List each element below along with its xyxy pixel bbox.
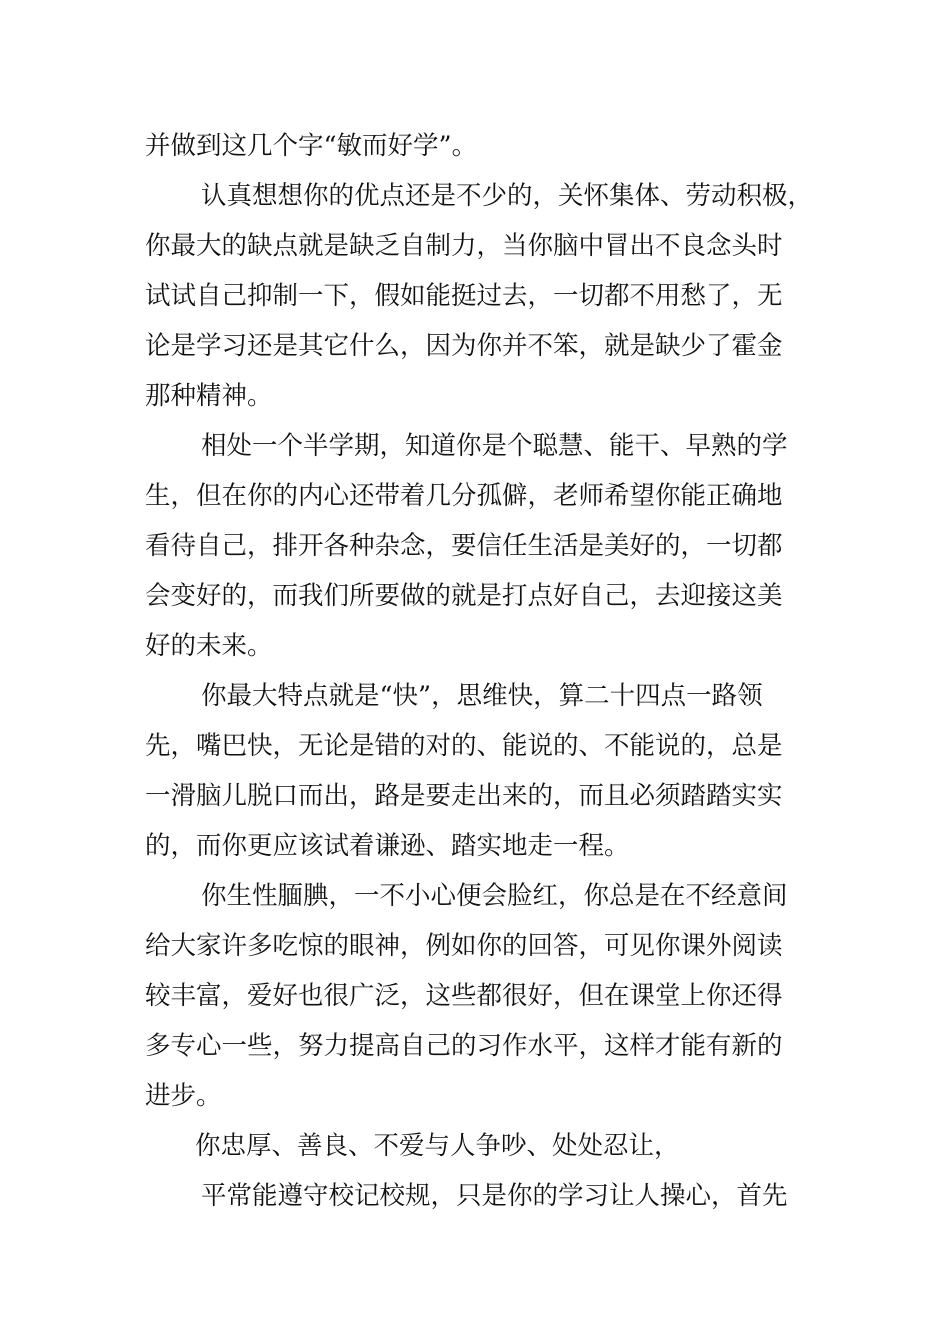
paragraph-first-line: 你忠厚、善良、不爱与人争吵、处处忍让， — [195, 1131, 680, 1161]
text-line: 你最大的缺点就是缺乏自制力，当你脑中冒出不良念头时 — [145, 231, 783, 261]
text-line: 给大家许多吃惊的眼神，例如你的回答，可见你课外阅读 — [145, 931, 783, 961]
text-line: 那种精神。 — [145, 381, 273, 411]
document-body — [145, 121, 814, 1221]
text-line: 的，而你更应该试着谦逊、踏实地走一程。 — [145, 831, 630, 861]
paragraph-first-line: 认真想想你的优点还是不少的，关怀集体、劳动积极， — [201, 181, 814, 211]
text-line: 先，嘴巴快，无论是错的对的、能说的、不能说的，总是 — [145, 731, 783, 761]
text-line: 好的未来。 — [145, 631, 273, 661]
text-line: 并做到这几个字“敏而好学”。 — [145, 131, 478, 161]
text-line: 进步。 — [145, 1081, 222, 1111]
text-line: 论是学习还是其它什么，因为你并不笨，就是缺少了霍金 — [145, 331, 783, 361]
paragraph-first-line: 相处一个半学期，知道你是个聪慧、能干、早熟的学 — [201, 431, 788, 461]
text-line: 会变好的，而我们所要做的就是打点好自己，去迎接这美 — [145, 581, 783, 611]
text-line: 多专心一些，努力提高自己的习作水平，这样才能有新的 — [145, 1031, 783, 1061]
text-line: 看待自己，排开各种杂念，要信任生活是美好的，一切都 — [145, 531, 783, 561]
text-line: 一滑脑儿脱口而出，路是要走出来的，而且必须踏踏实实 — [145, 781, 783, 811]
paragraph-first-line: 你生性腼腆，一不小心便会脸红，你总是在不经意间 — [201, 881, 788, 911]
paragraph-first-line: 你最大特点就是“快”，思维快，算二十四点一路领 — [201, 681, 763, 711]
paragraph-first-line: 平常能遵守校记校规，只是你的学习让人操心，首先 — [201, 1181, 788, 1211]
text-line: 较丰富，爱好也很广泛，这些都很好，但在课堂上你还得 — [145, 981, 783, 1011]
text-line: 生，但在你的内心还带着几分孤僻，老师希望你能正确地 — [145, 481, 783, 511]
text-line: 试试自己抑制一下，假如能挺过去，一切都不用愁了，无 — [145, 281, 783, 311]
